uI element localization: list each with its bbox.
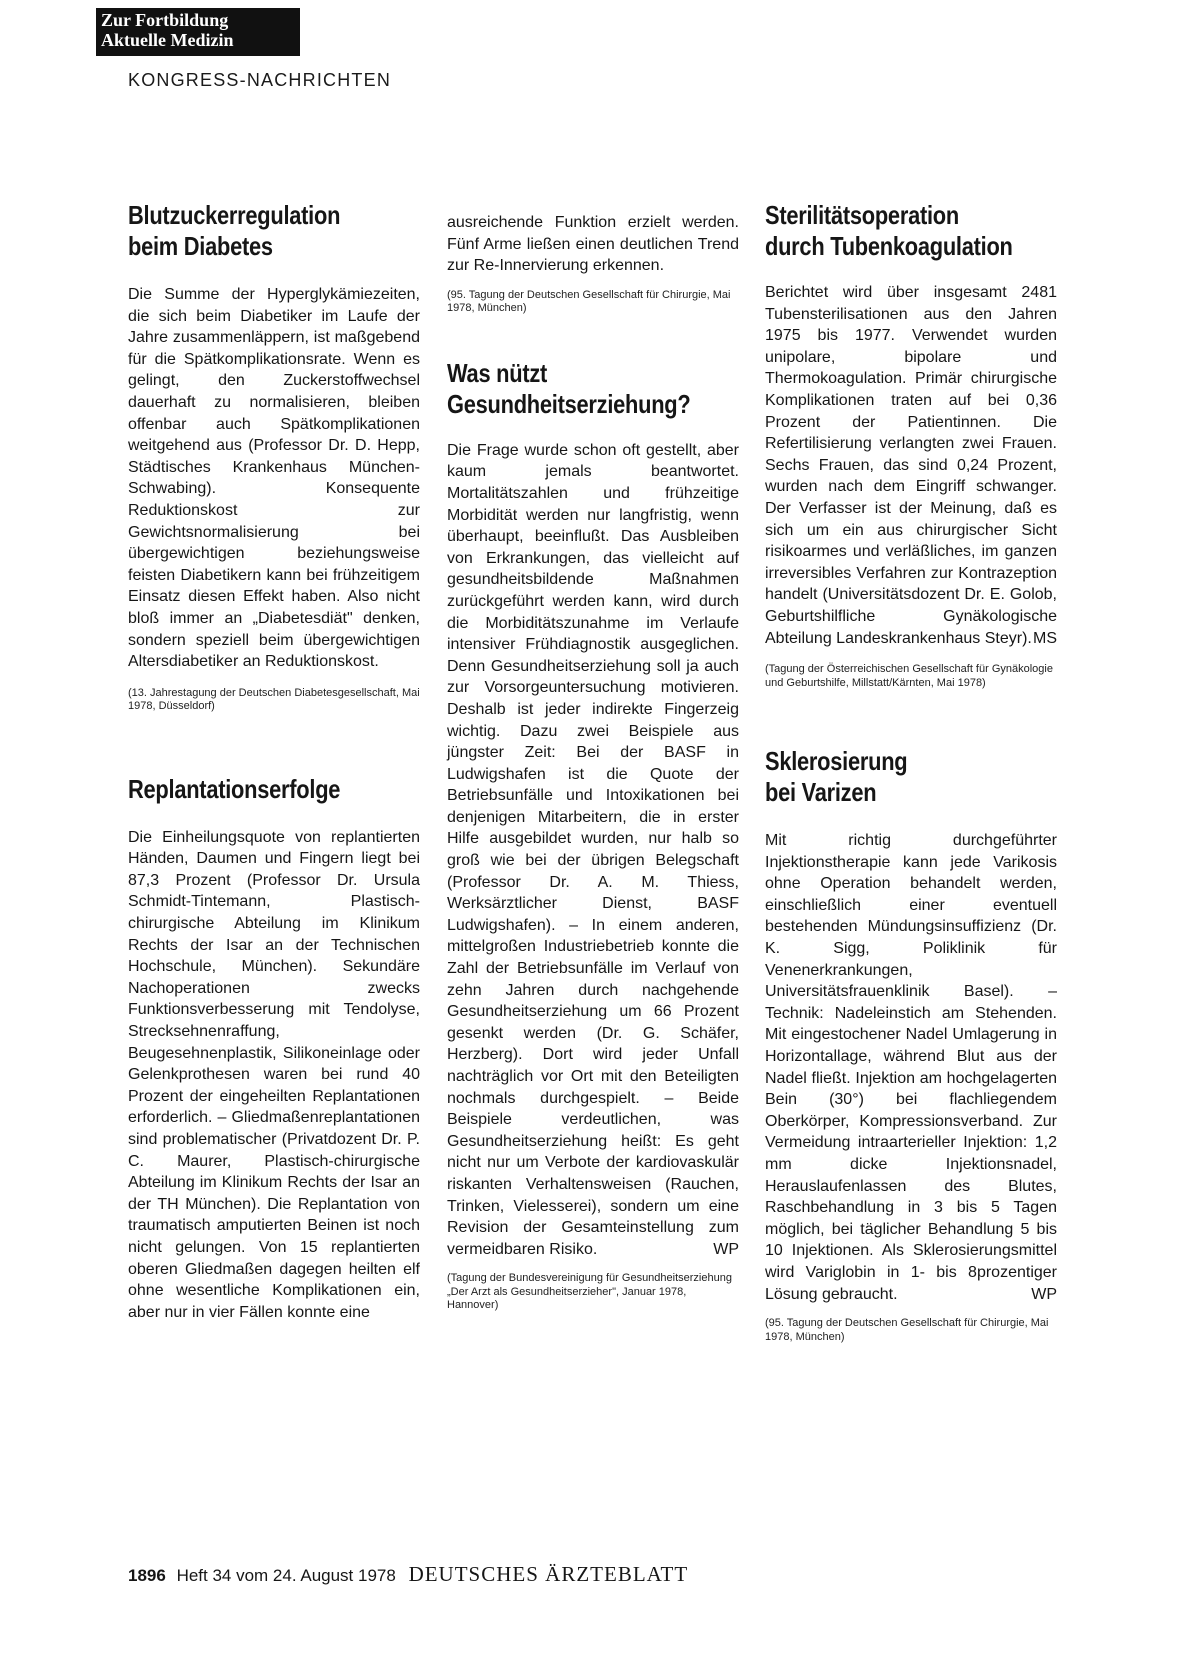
page-footer: [128, 1562, 688, 1587]
article-gesundheitserziehung: [447, 358, 739, 1313]
article-title-line-1: Sklerosierung: [765, 746, 908, 777]
article-title: [128, 200, 430, 262]
article-title-line-1: Was nützt: [447, 357, 548, 388]
author-signature: MS: [1033, 629, 1057, 647]
article-title-line-1: Sterilitätsoperation: [765, 200, 959, 230]
article-body: Die Einheilungsquote von replantierten Händen, Daumen und Fingern liegt bei 87,3 Prozent (Professor Dr. Ursula Schmidt-Tintemann, Plastisch-chirurgische Abteilung im Klinikum Rechts der Isar an der Technischen Hochschule, München). Sekundäre Nachoperationen zwecks Funktionsverbesserung mit Tendolyse, Strecksehnenraffung, Beugesehnenplastik, Silikoneinlage oder Gelenkprothesen waren bei rund 40 Prozent der eingeheilten Replantationen erforderlich. – Gliedmaßenreplantationen sind problematischer (Privatdozent Dr. P. C. Maurer, Plastisch-chirurgische Abteilung im Klinikum Rechts der Isar an der TH München). Die Replantation von traumatisch amputierten Beinen ist noch nicht gelungen. Von 15 replantierten oberen Gliedmaßen dagegen heilten elf ohne wesentliche Komplikationen ein, aber nur in vier Fällen konnte eine: [128, 828, 420, 1321]
article-text: Berichtet wird über insgesamt 2481 Tubensterilisationen aus den Jahren 1975 bis 1977. Verwendet wurden unipolare, bipolare und Thermokoagulation. Primär chirurgische Komplikationen traten auf bei 0,36 Prozent der Patientinnen. Die Refertilisierung verlangten zwei Frauen. Sechs Frauen, das sind 0,24 Prozent, wurden nach dem Eingriff schwanger. Der Verfasser ist der Meinung, daß es sich um ein aus chirurgischer Sicht risikoarmes und verläßliches, im ganzen irreversibles Verfahren zur Kontrazeption handelt (Universitätsdozent Dr. E. Golob, Geburtshilfliche Gynäkologische Abteilung Landeskrankenhaus Steyr).: [765, 284, 1057, 647]
article-title-line-1: Blutzuckerregulation: [128, 200, 341, 230]
author-signature: WP: [1031, 1285, 1057, 1303]
article-sterilitaetsoperation: [765, 200, 1057, 690]
article-replantationserfolge: [128, 774, 420, 1324]
article-title: [765, 200, 1067, 262]
article-body: [765, 830, 1057, 1305]
journal-masthead: DEUTSCHES ÄRZTEBLATT: [408, 1562, 689, 1586]
article-title-line-2: durch Tubenkoagulation: [765, 231, 1013, 261]
article-text: Mit richtig durchgeführter Injektionstherapie kann jede Varikosis ohne Operation behandelt werden, einschließlich einer eventuell bestehenden Mündungsinsuffizienz (Dr. K. Sigg, Poliklinik für Venenerkrankungen, Universitätsfrauenklinik Basel). – Technik: Nadeleinstich am Stehenden. Mit eingestochener Nadel Umlagerung in Horizontallage, während Blut aus der Nadel fließt. Injektion am hochgelagerten Bein (30°) bei flachliegendem Oberkörper, Kompressionsverband. Zur Vermeidung intraarterieller Injektion: 1,2 mm dicke Injektionsnadel, Herauslaufenlassen des Blutes, Raschbehandlung in 3 bis 5 Tagen möglich, bei täglicher Behandlung 5 bis 10 Injektionen. Als Sklerosierungsmittel wird Variglobin in 1- bis 8prozentiger Lösung gebraucht.: [765, 832, 1057, 1303]
section-label: KONGRESS-NACHRICHTEN: [128, 70, 392, 90]
article-source: (95. Tagung der Deutschen Gesellschaft für Chirurgie, Mai 1978, München): [447, 288, 731, 315]
article-title-line-2: Gesundheitserziehung?: [447, 388, 691, 419]
article-body: [765, 282, 1057, 649]
article-text: Die Frage wurde schon oft gestellt, aber kaum jemals beantwortet. Mortalitätszahlen und frühzeitige Morbidität werden nur langfristig, wenn überhaupt, beeinflußt. Das Ausbleiben von Erkrankungen, das vielleicht auf gesundheitsbildende Maßnahmen zurückgeführt werden kann, wird durch die Morbiditätszunahme im Verlaufe intensiver Frühdiagnostik ausgeglichen. Denn Gesundheitserziehung soll ja auch zur Vorsorgeuntersuchung motivieren. Deshalb ist jeder indirekte Fingerzeig wichtig. Dazu zwei Beispiele aus jüngster Zeit: Bei der BASF in Ludwigshafen ist die Quote der Betriebsunfälle und Intoxikationen bei denjenigen Mitarbeitern, die in erster Hilfe ausgebildet wurden, nur halb so groß wie bei der übrigen Belegschaft (Professor Dr. A. M. Thiess, Werksärztlicher Dienst, BASF Ludwigshafen). – In einem anderen, mittelgroßen Industriebetrieb konnte die Zahl der Betriebsunfälle im Verlauf von zehn Jahren durch nachgehende Gesundheitserziehung um 66 Prozent gesenkt werden (Dr. G. Schäfer, Herzberg). Dort wird jeder Unfall nachträglich vor Ort mit den Beteiligten nochmals durchgespielt. – Beide Beispiele verdeutlichen, was Gesundheitserziehung heißt: Es geht nicht nur um Verbote der kardiovaskulär riskanten Verhaltensweisen (Rauchen, Trinken, Vielesserei), sondern um eine Revision der Gesamteinstellung zum vermeidbaren Risiko.: [447, 441, 739, 1258]
section-badge: [96, 8, 300, 56]
column-2: [447, 212, 739, 1313]
article-title: [765, 746, 1067, 808]
article-title-line-2: bei Varizen: [765, 777, 877, 808]
article-source: (95. Tagung der Deutschen Gesellschaft für Chirurgie, Mai 1978, München): [765, 1317, 1049, 1343]
badge-line-2: Aktuelle Medizin: [101, 30, 234, 50]
article-body: Die Summe der Hyperglykämiezeiten, die sich beim Diabetiker im Laufe der Jahre zusammenläppern, ist maßgebend für die Spätkomplikationsrate. Wenn es gelingt, den Zuckerstoffwechsel dauerhaft zu normalisieren, bleiben offenbar auch Spätkomplikationen weitgehend aus (Professor Dr. D. Hepp, Städtisches Krankenhaus München-Schwabing). Konsequente Reduktionskost zur Gewichtsnormalisierung bei übergewichtigen beziehungsweise feisten Diabetikern kann bei frühzeitigem Einsatz diesen Effekt haben. Also nicht bloß immer an „Diabetesdiät" denken, sondern speziell beim übergewichtigen Altersdiabetiker an Reduktionskost.: [128, 286, 420, 671]
article-source: (Tagung der Bundesvereinigung für Gesundheitserziehung „Der Arzt als Gesundheitserzieher", Januar 1978, Hannover): [447, 1272, 732, 1312]
article-sklerosierung: [765, 746, 1057, 1344]
badge-line-1: Zur Fortbildung: [101, 10, 229, 30]
page-number: 1896: [128, 1566, 166, 1585]
article-blutzuckerregulation: [128, 200, 420, 714]
author-signature: WP: [713, 1240, 739, 1258]
article-title-line-2: beim Diabetes: [128, 231, 273, 261]
article-body-continued: ausreichende Funktion erzielt werden. Fünf Arme ließen einen deutlichen Trend zur Re-Innervierung erkennen.: [447, 214, 739, 275]
column-3: [765, 200, 1057, 1344]
article-body: [447, 440, 739, 1261]
issue-info: Heft 34 vom 24. August 1978: [176, 1566, 396, 1585]
article-source: (Tagung der Österreichischen Gesellschaft für Gynäkologie und Geburtshilfe, Millstatt/Kärnten, Mai 1978): [765, 663, 1053, 689]
article-title: Replantationserfolge: [128, 773, 341, 804]
article-source: (13. Jahrestagung der Deutschen Diabetesgesellschaft, Mai 1978, Düsseldorf): [128, 686, 420, 713]
article-title: [447, 358, 749, 420]
column-1: [128, 200, 420, 1323]
